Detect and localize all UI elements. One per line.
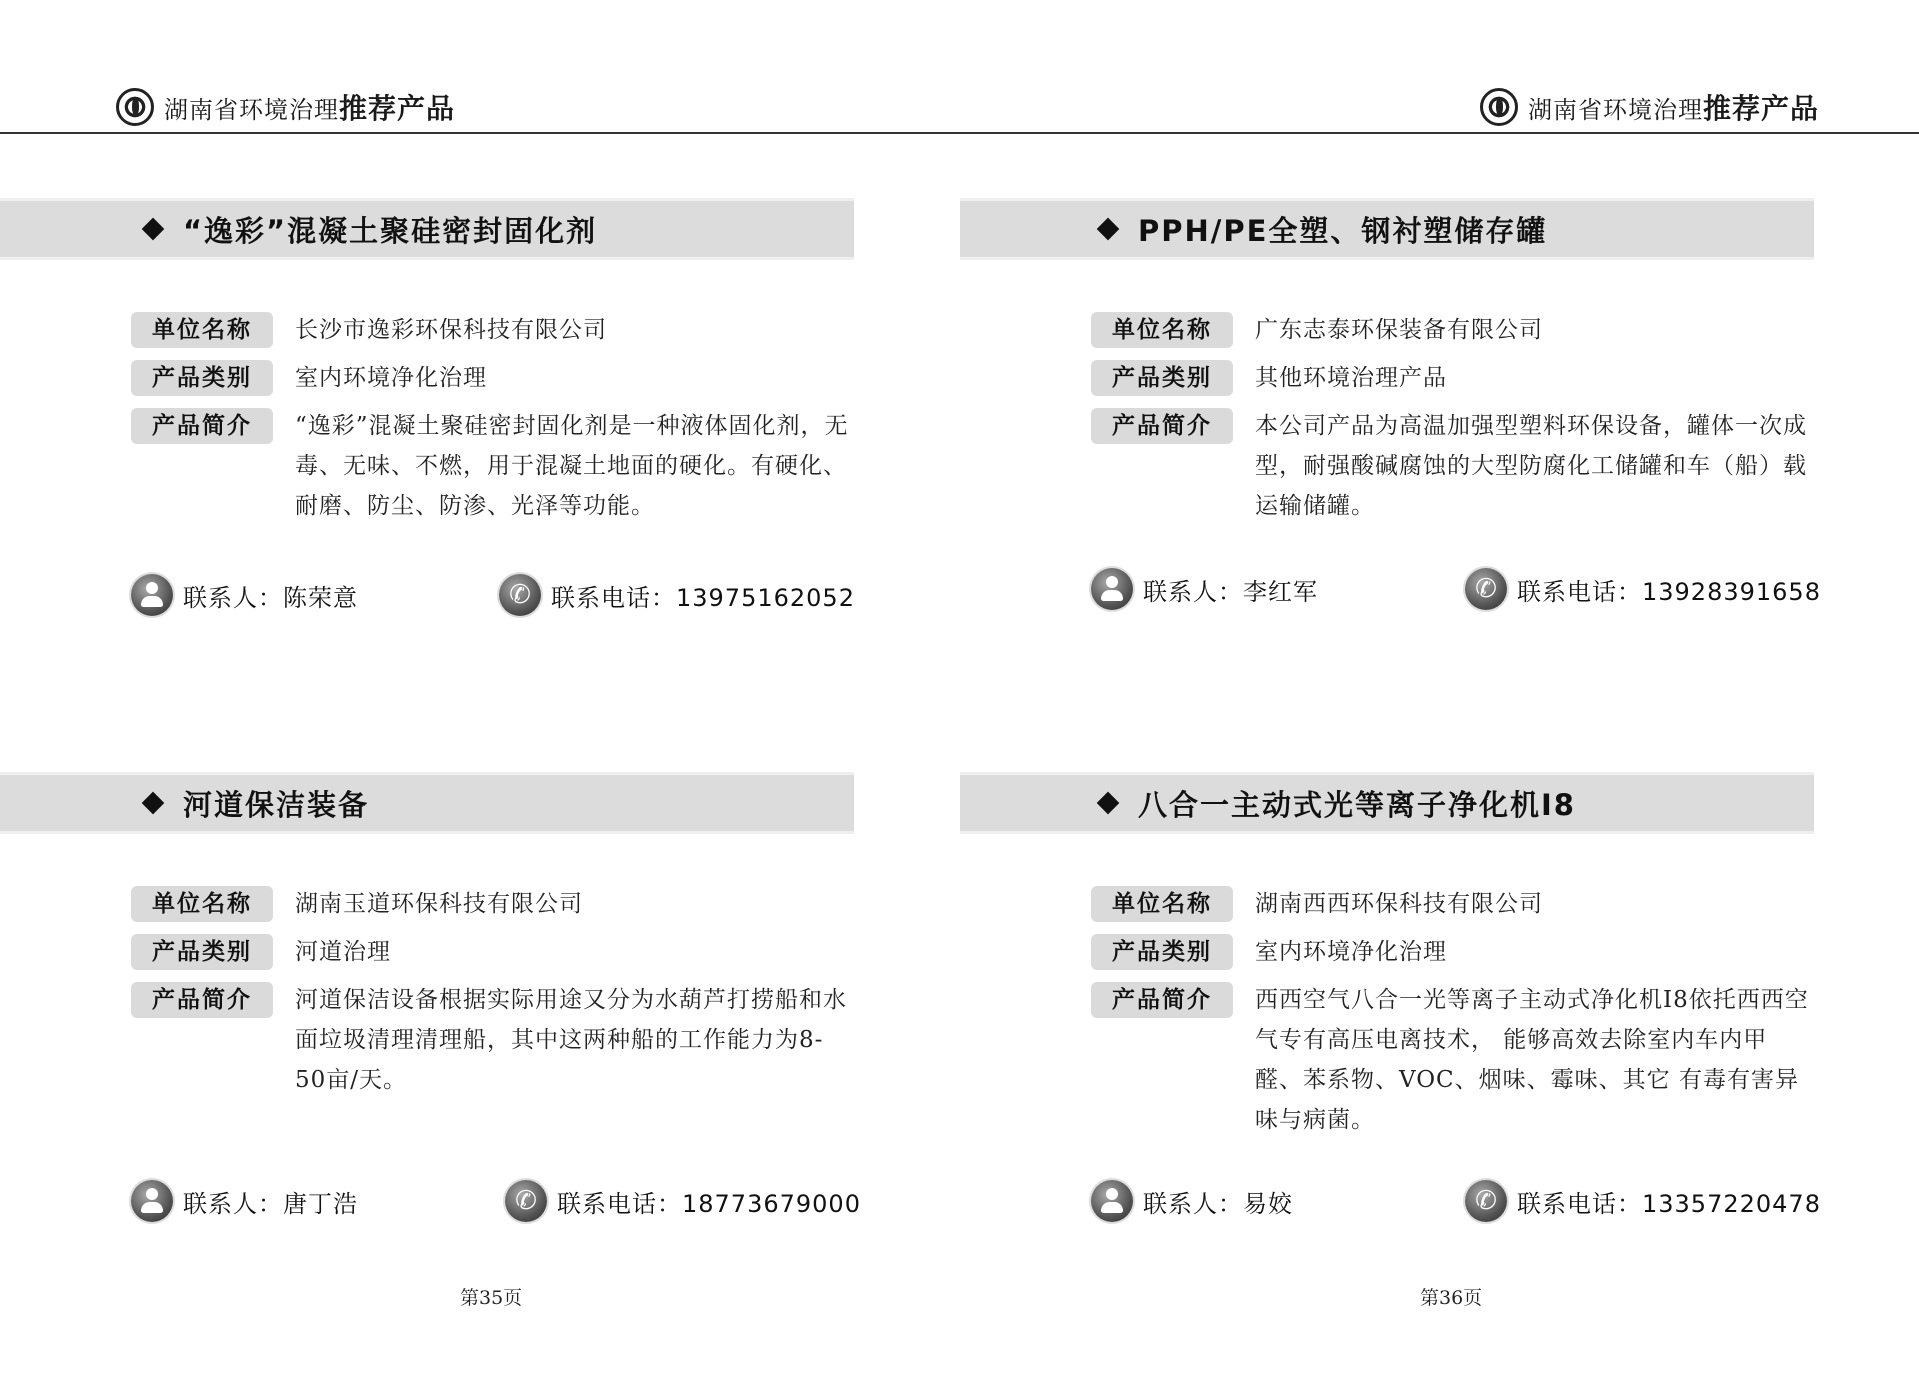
contact-phone <box>1465 568 1821 610</box>
contact-row <box>1091 1180 1831 1222</box>
page-header-right <box>1480 86 1819 128</box>
product-title: 河道保洁装备 <box>183 787 370 822</box>
header-title <box>1528 87 1819 127</box>
contact-text <box>183 578 358 613</box>
intro-label: 产品简介 <box>1091 408 1233 444</box>
header-title-prefix: 湖南省环境治理 <box>1528 96 1703 124</box>
logo-icon <box>1480 88 1518 126</box>
contact-name: 李红军 <box>1243 577 1318 606</box>
contact-text <box>1143 1184 1293 1219</box>
phone-icon <box>505 1180 547 1222</box>
contact-row <box>1091 568 1831 610</box>
category-value: 室内环境净化治理 <box>1255 939 1447 965</box>
header-divider <box>0 132 1919 134</box>
contact-phone <box>505 1180 861 1222</box>
page-number-left: 第35页 <box>460 1287 523 1309</box>
category-label: 产品类别 <box>131 360 273 396</box>
phone-icon <box>1465 1180 1507 1222</box>
category-label: 产品类别 <box>1091 360 1233 396</box>
unit-value: 湖南玉道环保科技有限公司 <box>295 891 583 917</box>
contact-label: 联系人： <box>1143 577 1243 606</box>
header-title-prefix: 湖南省环境治理 <box>164 96 339 124</box>
unit-label: 单位名称 <box>1091 312 1233 348</box>
product-title: “逸彩”混凝土聚硅密封固化剂 <box>183 213 598 248</box>
phone-label: 联系电话： <box>1517 577 1642 606</box>
product-title: 八合一主动式光等离子净化机I8 <box>1138 787 1576 822</box>
field-unit <box>960 312 1814 350</box>
product-title-bar <box>0 198 854 260</box>
field-unit <box>0 886 854 924</box>
diamond-bullet-icon <box>1097 218 1120 241</box>
product-title-bar <box>960 198 1814 260</box>
contact-phone <box>1465 1180 1821 1222</box>
contact-text <box>1143 572 1318 607</box>
logo-icon <box>116 88 154 126</box>
product-card-3 <box>0 772 861 1218</box>
unit-label: 单位名称 <box>131 312 273 348</box>
unit-value: 长沙市逸彩环保科技有限公司 <box>295 317 607 343</box>
intro-value: 本公司产品为高温加强型塑料环保设备，罐体一次成型，耐强酸碱腐蚀的大型防腐化工储罐和车（船）载运输储罐。 <box>1255 413 1807 519</box>
diamond-bullet-icon <box>142 218 165 241</box>
contact-person <box>131 574 499 616</box>
contact-label: 联系人： <box>1143 1189 1243 1218</box>
person-icon <box>1091 568 1133 610</box>
product-fields <box>960 312 1814 526</box>
header-title-strong: 推荐产品 <box>1703 92 1820 125</box>
category-value: 室内环境净化治理 <box>295 365 487 391</box>
phone-icon <box>499 574 541 616</box>
field-intro <box>0 982 854 1100</box>
diamond-bullet-icon <box>142 792 165 815</box>
phone-label: 联系电话： <box>1517 1189 1642 1218</box>
header-title-strong: 推荐产品 <box>339 92 456 125</box>
page-header-left <box>116 86 455 128</box>
contact-name: 陈荣意 <box>283 583 358 612</box>
contact-person <box>131 1180 505 1222</box>
person-icon <box>1091 1180 1133 1222</box>
phone-icon <box>1465 568 1507 610</box>
person-icon <box>131 574 173 616</box>
person-icon <box>131 1180 173 1222</box>
diamond-bullet-icon <box>1097 792 1120 815</box>
phone-text <box>1517 1184 1821 1219</box>
intro-label: 产品简介 <box>1091 982 1233 1018</box>
unit-value: 广东志泰环保装备有限公司 <box>1255 317 1543 343</box>
field-category <box>960 934 1814 972</box>
product-title-bar <box>0 772 854 834</box>
field-unit <box>960 886 1814 924</box>
contact-name: 易姣 <box>1243 1189 1293 1218</box>
phone-text <box>551 578 855 613</box>
product-fields <box>0 312 854 526</box>
field-intro <box>960 408 1814 526</box>
contact-text <box>183 1184 358 1219</box>
field-unit <box>0 312 854 350</box>
category-label: 产品类别 <box>131 934 273 970</box>
field-intro <box>0 408 854 526</box>
phone-text <box>557 1184 861 1219</box>
intro-value: 西西空气八合一光等离子主动式净化机I8依托西西空气专有高压电离技术， 能够高效去除室内车内甲醛、苯系物、VOC、烟味、霉味、其它 有毒有害异味与病菌。 <box>1255 987 1809 1133</box>
contact-person <box>1091 568 1465 610</box>
contact-label: 联系人： <box>183 583 283 612</box>
product-fields <box>0 886 854 1100</box>
page-number-right: 第36页 <box>1420 1287 1483 1309</box>
phone-label: 联系电话： <box>557 1189 682 1218</box>
intro-value: “逸彩”混凝土聚硅密封固化剂是一种液体固化剂，无毒、无味、不燃，用于混凝土地面的硬化。有硬化、耐磨、防尘、防渗、光泽等功能。 <box>295 413 849 519</box>
contact-person <box>1091 1180 1465 1222</box>
phone-text <box>1517 572 1821 607</box>
contact-label: 联系人： <box>183 1189 283 1218</box>
contact-phone <box>499 574 855 616</box>
intro-label: 产品简介 <box>131 408 273 444</box>
contact-row <box>131 574 871 616</box>
field-intro <box>960 982 1814 1140</box>
product-fields <box>960 886 1814 1140</box>
category-value: 河道治理 <box>295 939 391 965</box>
phone-number: 18773679000 <box>682 1189 861 1218</box>
intro-value: 河道保洁设备根据实际用途又分为水葫芦打捞船和水面垃圾清理清理船，其中这两种船的工作能力为8-50亩/天。 <box>295 987 847 1093</box>
header-title <box>164 87 455 127</box>
category-label: 产品类别 <box>1091 934 1233 970</box>
contact-row <box>131 1180 871 1222</box>
product-title: PPH/PE全塑、钢衬塑储存罐 <box>1138 213 1548 248</box>
phone-number: 13928391658 <box>1642 577 1821 606</box>
category-value: 其他环境治理产品 <box>1255 365 1447 391</box>
field-category <box>960 360 1814 398</box>
product-title-bar <box>960 772 1814 834</box>
product-card-1 <box>0 198 855 612</box>
field-category <box>0 934 854 972</box>
product-card-4 <box>960 772 1821 1218</box>
unit-label: 单位名称 <box>131 886 273 922</box>
product-card-2 <box>960 198 1821 606</box>
intro-label: 产品简介 <box>131 982 273 1018</box>
unit-value: 湖南西西环保科技有限公司 <box>1255 891 1543 917</box>
contact-name: 唐丁浩 <box>283 1189 358 1218</box>
phone-number: 13975162052 <box>676 583 855 612</box>
field-category <box>0 360 854 398</box>
phone-number: 13357220478 <box>1642 1189 1821 1218</box>
phone-label: 联系电话： <box>551 583 676 612</box>
unit-label: 单位名称 <box>1091 886 1233 922</box>
